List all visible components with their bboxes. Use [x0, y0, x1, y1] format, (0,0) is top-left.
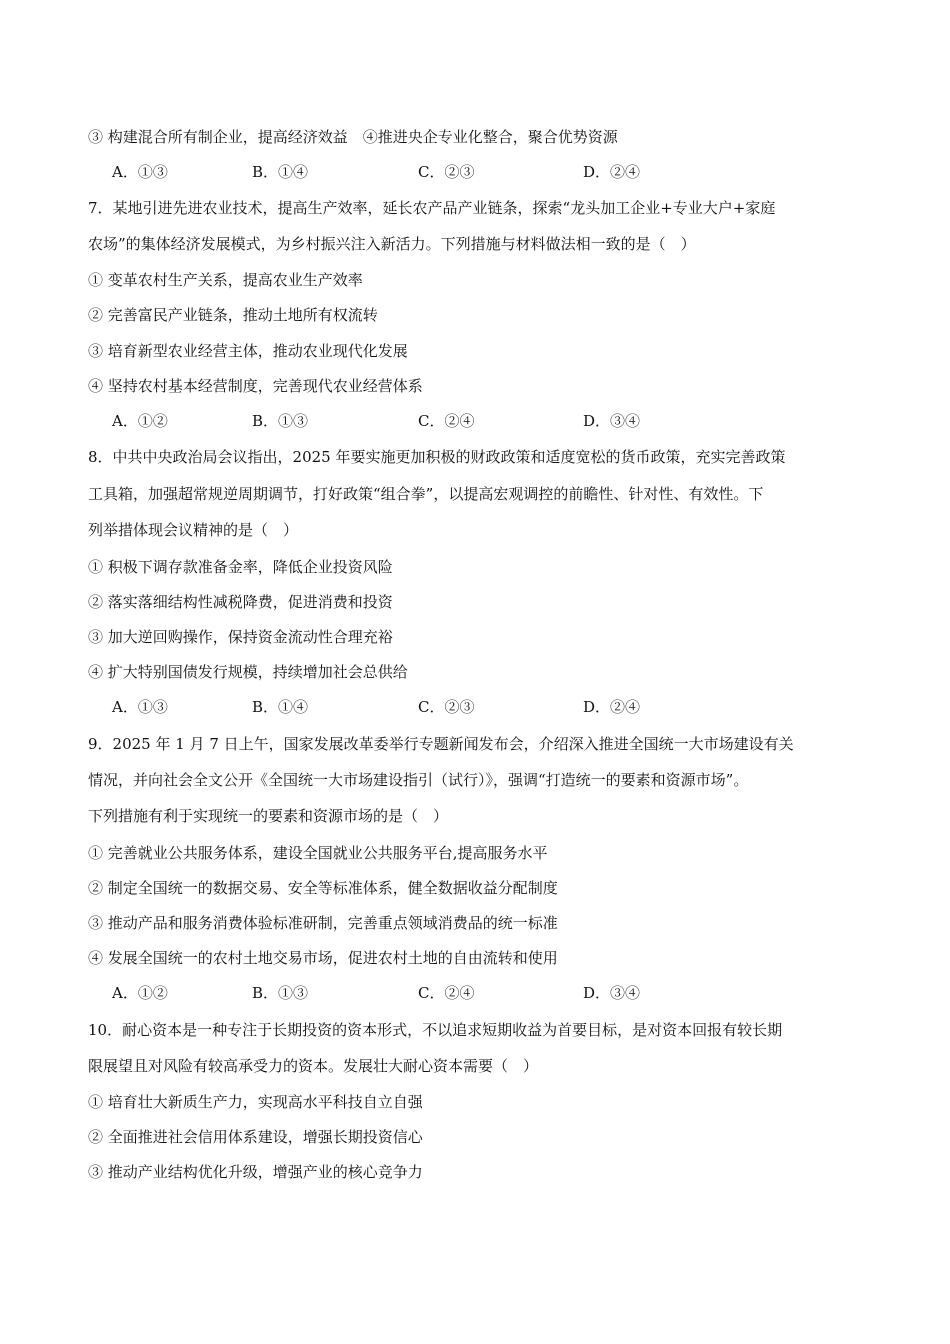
choice-a: A．①③	[112, 163, 168, 181]
q10-option-1: ① 培育壮大新质生产力，实现高水平科技自立自强	[88, 1093, 423, 1111]
q9-option-4: ④ 发展全国统一的农村土地交易市场，促进农村土地的自由流转和使用	[88, 949, 558, 967]
q9-option-2: ② 制定全国统一的数据交易、安全等标准体系，健全数据收益分配制度	[88, 879, 558, 897]
q8-stem-line: 列举措体现会议精神的是（ ）	[88, 521, 299, 539]
choice-c: C．②④	[418, 412, 475, 430]
q9-option-3: ③ 推动产品和服务消费体验标准研制，完善重点领域消费品的统一标准	[88, 914, 558, 932]
q8-option-4: ④ 扩大特别国债发行规模，持续增加社会总供给	[88, 663, 408, 681]
choice-d: D．③④	[583, 984, 641, 1002]
q7-option-4: ④ 坚持农村基本经营制度，完善现代农业经营体系	[88, 377, 423, 395]
choice-a: A．①③	[112, 698, 168, 716]
choice-d: D．③④	[583, 412, 641, 430]
choice-b: B．①④	[252, 698, 309, 716]
q7-choices	[112, 411, 672, 431]
q9-choices	[112, 983, 672, 1003]
q7-option-3: ③ 培育新型农业经营主体，推动农业现代化发展	[88, 342, 408, 360]
q10-stem-line: 10．耐心资本是一种专注于长期投资的资本形式，不以追求短期收益为首要目标，是对资本回报有较长期	[88, 1021, 783, 1039]
choice-d: D．②④	[583, 698, 641, 716]
q10-stem-line: 限展望且对风险有较高承受力的资本。发展壮大耐心资本需要（ ）	[88, 1057, 539, 1075]
q8-option-3: ③ 加大逆回购操作，保持资金流动性合理充裕	[88, 628, 393, 646]
choice-b: B．①③	[252, 412, 309, 430]
q7-option-1: ① 变革农村生产关系，提高农业生产效率	[88, 271, 363, 289]
q7-stem-line: 农场”的集体经济发展模式，为乡村振兴注入新活力。下列措施与材料做法相一致的是（ ）	[88, 235, 696, 253]
q8-stem-line: 8．中共中央政治局会议指出，2025 年要实施更加积极的财政政策和适度宽松的货币政策，充实完善政策	[88, 448, 786, 466]
choice-c: C．②③	[418, 698, 475, 716]
choice-c: C．②③	[418, 163, 475, 181]
q7-option-2: ② 完善富民产业链条，推动土地所有权流转	[88, 306, 378, 324]
choice-a: A．①②	[112, 412, 168, 430]
q10-option-3: ③ 推动产业结构优化升级，增强产业的核心竞争力	[88, 1163, 423, 1181]
q8-option-1: ① 积极下调存款准备金率，降低企业投资风险	[88, 558, 393, 576]
choice-b: B．①③	[252, 984, 309, 1002]
choice-b: B．①④	[252, 163, 309, 181]
q8-choices	[112, 697, 672, 717]
q9-stem-line: 9．2025 年 1 月 7 日上午，国家发展改革委举行专题新闻发布会，介绍深入推进全国统一大市场建设有关	[88, 735, 794, 753]
choice-a: A．①②	[112, 984, 168, 1002]
q7-stem-line: 7．某地引进先进农业技术，提高生产效率，延长农产品产业链条，探索“龙头加工企业+专业大户+家庭	[88, 199, 776, 217]
q9-stem-line: 情况，并向社会全文公开《全国统一大市场建设指引（试行）》，强调“打造统一的要素和资源市场”。	[88, 771, 749, 789]
q8-stem-line: 工具箱，加强超常规逆周期调节，打好政策“组合拳”，以提高宏观调控的前瞻性、针对性、有效性。下	[88, 485, 764, 503]
q6-option-line: ③ 构建混合所有制企业，提高经济效益 ④推进央企专业化整合，聚合优势资源	[88, 128, 618, 146]
choice-d: D．②④	[583, 163, 641, 181]
q9-option-1: ① 完善就业公共服务体系，建设全国就业公共服务平台,提高服务水平	[88, 844, 548, 862]
q6-choices	[112, 162, 672, 182]
q8-option-2: ② 落实落细结构性减税降费，促进消费和投资	[88, 593, 393, 611]
q9-stem-line: 下列措施有利于实现统一的要素和资源市场的是（ ）	[88, 807, 449, 825]
q10-option-2: ② 全面推进社会信用体系建设，增强长期投资信心	[88, 1128, 423, 1146]
choice-c: C．②④	[418, 984, 475, 1002]
